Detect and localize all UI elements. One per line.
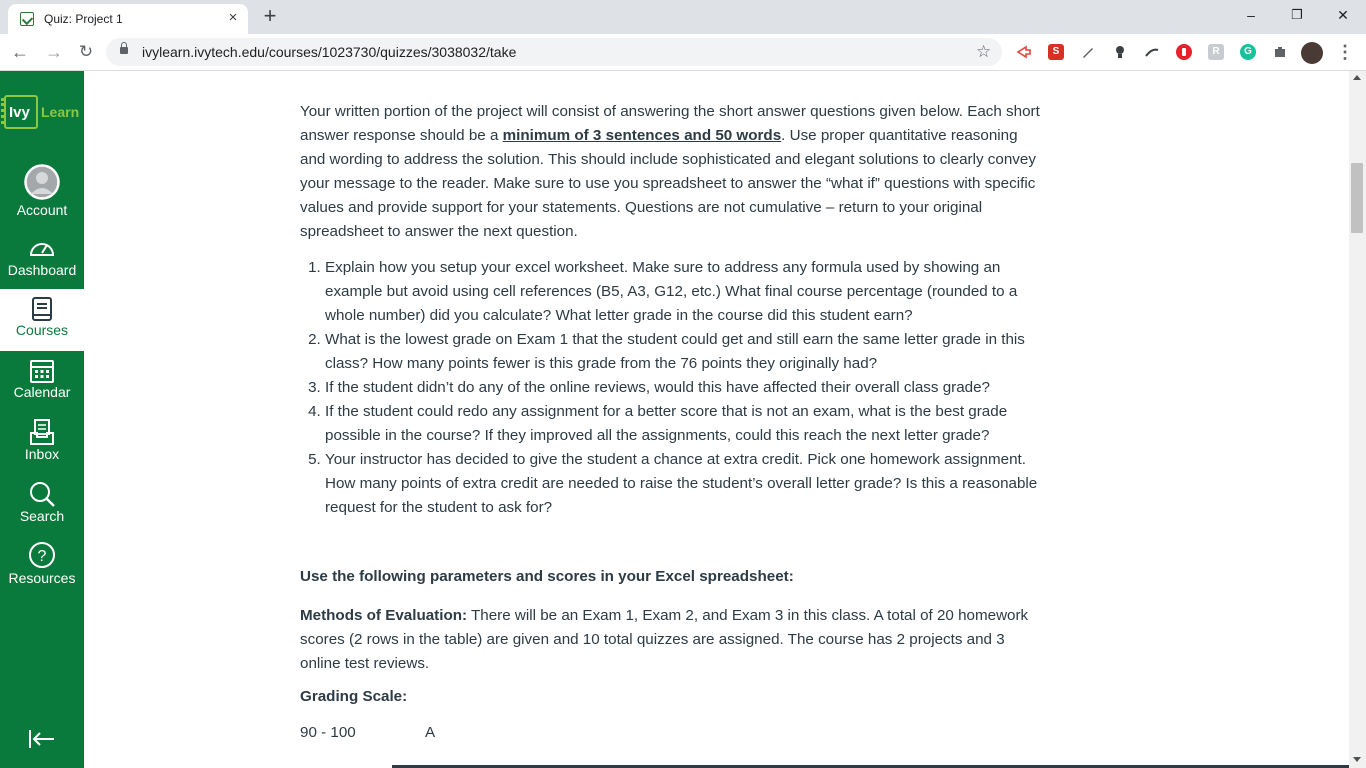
address-bar[interactable] — [106, 38, 1002, 66]
grade-range: 90 - 100 — [300, 724, 356, 741]
nav-label-dashboard: Dashboard — [7, 262, 77, 278]
grade-letter: A — [425, 724, 436, 741]
extension-brush-icon[interactable] — [1080, 44, 1096, 60]
extension-arrow-icon[interactable] — [1016, 44, 1032, 60]
question-item: 5. Your instructor has decided to give the student a chance at extra credit. Pick one homework assignment. How many points of extra credit are needed to raise the student’s overall letter grade? Is this a reasonable request for the student to ask for? — [325, 448, 1040, 520]
nav-dashboard[interactable] — [0, 231, 84, 293]
quiz-favicon-icon — [20, 12, 34, 26]
nav-label-calendar: Calendar — [13, 384, 71, 400]
dashboard-icon — [27, 233, 57, 263]
browser-menu-icon[interactable]: ⋮ — [1336, 42, 1354, 62]
close-window-button[interactable]: ✕ — [1337, 7, 1349, 23]
ivy-learn-logo[interactable] — [4, 95, 82, 129]
resources-icon — [27, 540, 57, 570]
scroll-thumb[interactable] — [1351, 163, 1363, 233]
extension-r-icon[interactable]: R — [1208, 44, 1224, 60]
lock-icon — [120, 47, 128, 54]
scroll-up-icon[interactable] — [1353, 75, 1361, 80]
tab-close-icon[interactable]: × — [228, 9, 238, 26]
global-nav-sidebar — [0, 71, 84, 768]
extension-bulb-icon[interactable] — [1112, 44, 1128, 60]
minimize-button[interactable]: – — [1247, 7, 1255, 23]
question-item: 3. If the student didn’t do any of the online reviews, would this have affected their overall class grade? — [325, 376, 1040, 400]
forward-arrow-icon[interactable]: → — [45, 42, 63, 62]
logo-learn-text: Learn — [41, 104, 80, 120]
account-icon — [24, 164, 60, 200]
question-item: 1. Explain how you setup your excel worksheet. Make sure to address any formula used by showing an example but avoid using cell references (B5, A3, G12, etc.) What final course percentage (rounded to a whole number) did you calculate? What letter grade in the course did this student earn? — [325, 256, 1040, 328]
inbox-icon — [27, 417, 57, 447]
methods-paragraph: Methods of Evaluation: There will be an Exam 1, Exam 2, and Exam 3 in this class. A total of 20 homework scores (2 rows in the table) are given and 10 total quizzes are assigned. The course has 2 projects and 3 online test reviews. — [300, 607, 1029, 672]
extension-s-icon[interactable]: S — [1048, 44, 1064, 60]
nav-label-search: Search — [19, 508, 65, 524]
logo-box: Ivy — [4, 95, 38, 129]
quiz-description — [300, 100, 1040, 520]
page-scrollbar[interactable] — [1349, 71, 1366, 768]
back-arrow-icon[interactable]: ← — [11, 42, 29, 62]
nav-label-courses: Courses — [15, 322, 69, 338]
extensions-puzzle-icon[interactable] — [1272, 44, 1288, 60]
scroll-down-icon[interactable] — [1353, 757, 1361, 762]
extension-stop-icon[interactable] — [1176, 44, 1192, 60]
grammarly-icon[interactable]: G — [1240, 44, 1256, 60]
new-tab-button[interactable]: + — [263, 3, 277, 28]
calendar-icon — [27, 356, 57, 386]
nav-search[interactable] — [0, 475, 84, 537]
params-heading: Use the following parameters and scores in your Excel spreadsheet: — [300, 568, 794, 585]
question-item: 2. What is the lowest grade on Exam 1 that the student could get and still earn the same letter grade in this class? How many points fewer is this grade from the 76 points they originally had? — [325, 328, 1040, 376]
nav-label-resources: Resources — [8, 570, 76, 586]
nav-inbox[interactable] — [0, 413, 84, 475]
profile-avatar[interactable] — [1301, 42, 1323, 64]
question-list — [300, 256, 1040, 520]
svg-text:?: ? — [37, 548, 47, 565]
collapse-nav-icon[interactable] — [28, 728, 56, 750]
url-text[interactable]: ivylearn.ivytech.edu/courses/1023730/quizzes/3038032/take — [142, 44, 517, 60]
browser-tab[interactable] — [8, 4, 248, 34]
question-item: 4. If the student could redo any assignment for a better score that is not an exam, what is the best grade possible in the course? If they improved all the assignments, could this reach the next letter grade? — [325, 400, 1040, 448]
nav-courses[interactable] — [0, 289, 84, 351]
intro-paragraph: Your written portion of the project will consist of answering the short answer questions given below. Each short answer response should be a minimum of 3 sentences and 50 words. Use proper quantitative reasoning and wording to address the solution. This should include sophisticated and elegant solutions to clearly convey your message to the reader. Make sure to use you spreadsheet to answer the “what if” questions with specific values and provide support for your statements. Questions are not cumulative – return to your original spreadsheet to answer the next question. — [300, 103, 1040, 240]
courses-icon — [27, 294, 57, 324]
nav-label-inbox: Inbox — [24, 446, 60, 462]
nav-calendar[interactable] — [0, 351, 84, 413]
reload-icon[interactable]: ↻ — [78, 42, 94, 61]
methods-label: Methods of Evaluation: — [300, 607, 468, 624]
restore-button[interactable]: ❐ — [1291, 7, 1303, 22]
nav-resources[interactable] — [0, 537, 84, 599]
nav-account[interactable] — [0, 159, 84, 221]
intro-emphasis: minimum of 3 sentences and 50 words — [502, 127, 782, 144]
nav-label-account: Account — [16, 202, 68, 218]
tab-strip — [0, 0, 1366, 34]
grading-scale-heading: Grading Scale: — [300, 688, 408, 705]
tab-title: Quiz: Project 1 — [44, 12, 123, 26]
browser-toolbar — [0, 34, 1366, 71]
extension-pen-icon[interactable] — [1144, 44, 1160, 60]
search-icon — [27, 479, 57, 509]
bookmark-star-icon[interactable]: ☆ — [976, 42, 992, 61]
